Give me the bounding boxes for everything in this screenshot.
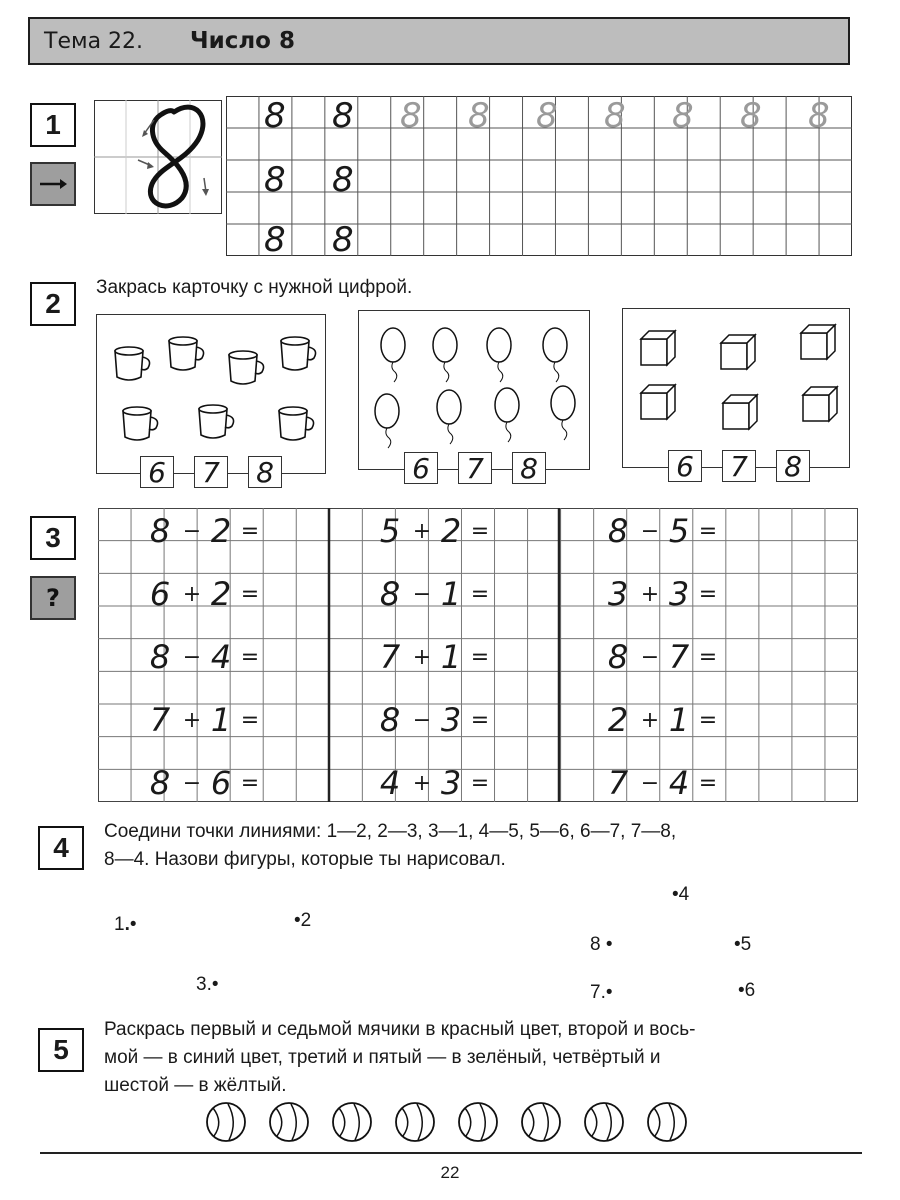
balloon-icon (433, 328, 457, 382)
cube-icon (641, 331, 675, 365)
digit-trace: 8 (264, 220, 286, 260)
operand: 4 (379, 764, 401, 802)
operand: 8 (379, 701, 401, 739)
task-4-instruction (104, 818, 864, 874)
operator: + (412, 770, 432, 796)
equation (370, 638, 492, 676)
page-number: 22 (440, 1163, 460, 1182)
point-label: 3 (196, 974, 207, 995)
equation (140, 575, 262, 613)
operator: + (640, 581, 660, 607)
point-2[interactable]: •2 (294, 910, 312, 931)
point-6[interactable]: •6 (738, 980, 756, 1001)
operand: 8 (149, 512, 171, 550)
point-label: 1 (114, 914, 125, 935)
operand: 8 (607, 512, 629, 550)
balls-row (206, 1100, 706, 1144)
operand: 4 (668, 764, 690, 802)
balloon-icon (543, 328, 567, 382)
operator: + (640, 707, 660, 733)
answer-card-7[interactable]: 7 (194, 456, 228, 488)
equation (598, 575, 720, 613)
cup-icon (279, 407, 314, 440)
right-arrow-icon (30, 162, 76, 206)
cups-answer-cards (140, 456, 282, 488)
equation (140, 701, 262, 739)
ball-icon[interactable] (270, 1103, 308, 1141)
equation (370, 701, 492, 739)
operand: 1 (668, 701, 690, 739)
answer-card-6[interactable]: 6 (404, 452, 438, 484)
operand: 3 (607, 575, 629, 613)
topic-header (28, 17, 850, 65)
equation (370, 575, 492, 613)
operand: 8 (149, 638, 171, 676)
digit-trace: 8 (332, 96, 354, 136)
cubes-answer-cards (668, 450, 810, 482)
equals-sign: = (240, 770, 260, 796)
point-8[interactable]: 8 • (590, 934, 613, 955)
cube-icon (721, 335, 755, 369)
digit-trace: 8 (604, 96, 626, 136)
topic-number: Тема 22. (44, 29, 144, 54)
operator: − (182, 770, 202, 796)
cups-card (96, 314, 326, 474)
answer-card-8[interactable]: 8 (776, 450, 810, 482)
operator: + (412, 518, 432, 544)
ball-icon[interactable] (333, 1103, 371, 1141)
answer-card-6[interactable]: 6 (140, 456, 174, 488)
ball-icon[interactable] (585, 1103, 623, 1141)
equals-sign: = (240, 644, 260, 670)
task-5-instruction-line-1: Раскрась первый и седьмой мячики в красный цвет, второй и вось- (104, 1019, 696, 1040)
question-icon: ? (30, 576, 76, 620)
operand: 5 (668, 512, 690, 550)
operator: + (182, 581, 202, 607)
equation (140, 764, 262, 802)
task-2-instruction: Закрась карточку с нужной цифрой. (96, 277, 413, 298)
answer-card-8[interactable]: 8 (512, 452, 546, 484)
point-7[interactable]: 7.• (590, 982, 613, 1003)
operand: 2 (210, 512, 232, 550)
digit-trace: 8 (332, 220, 354, 260)
balloons-answer-cards (404, 452, 546, 484)
equals-sign: = (240, 518, 260, 544)
equals-sign: = (698, 770, 718, 796)
equals-sign: = (470, 707, 490, 733)
equation (370, 512, 492, 550)
operand: 1 (210, 701, 232, 739)
answer-card-8[interactable]: 8 (248, 456, 282, 488)
balloon-icon (495, 388, 519, 442)
operand: 2 (607, 701, 629, 739)
cube-icon (723, 395, 757, 429)
operand: 8 (379, 575, 401, 613)
digit-sample-box (94, 100, 222, 214)
digit-trace: 8 (468, 96, 490, 136)
point-label: 2 (300, 910, 312, 931)
operand: 7 (149, 701, 171, 739)
equation (370, 764, 492, 802)
operator: − (412, 581, 432, 607)
operand: 7 (379, 638, 401, 676)
answer-card-7[interactable]: 7 (722, 450, 756, 482)
equation (598, 764, 720, 802)
ball-icon[interactable] (459, 1103, 497, 1141)
operator: − (640, 518, 660, 544)
point-label: 6 (744, 980, 756, 1001)
task-4-instruction-line-1: Соедини точки линиями: 1—2, 2—3, 3—1, 4—5, 5—6, 6—7, 7—8, (104, 821, 677, 842)
ball-icon[interactable] (396, 1103, 434, 1141)
cup-icon (115, 347, 150, 380)
equation (598, 638, 720, 676)
answer-card-6[interactable]: 6 (668, 450, 702, 482)
task-1-row-1 (264, 96, 876, 136)
cubes-card (622, 308, 850, 468)
topic-title: Число 8 (190, 28, 295, 54)
digit-trace: 8 (332, 160, 354, 200)
operand: 5 (379, 512, 401, 550)
operand: 3 (440, 701, 462, 739)
point-4[interactable]: •4 (672, 884, 690, 905)
operator: − (640, 770, 660, 796)
footer-divider (40, 1152, 862, 1154)
operand: 7 (607, 764, 629, 802)
cup-icon (229, 351, 264, 384)
equals-sign: = (470, 581, 490, 607)
point-label: 5 (740, 934, 752, 955)
cup-icon (123, 407, 158, 440)
digit-trace: 8 (808, 96, 830, 136)
answer-card-7[interactable]: 7 (458, 452, 492, 484)
equals-sign: = (470, 644, 490, 670)
equation (140, 638, 262, 676)
cube-icon (801, 325, 835, 359)
point-label: 4 (678, 884, 690, 905)
cup-icon (281, 337, 316, 370)
ball-icon[interactable] (207, 1103, 245, 1141)
digit-trace: 8 (264, 160, 286, 200)
cube-icon (803, 387, 837, 421)
equals-sign: = (470, 770, 490, 796)
task-4-instruction-line-2: 8—4. Назови фигуры, которые ты нарисовал. (104, 849, 506, 870)
task-2-number: 2 (30, 282, 76, 326)
equals-sign: = (698, 644, 718, 670)
balloon-icon (375, 394, 399, 448)
operand: 2 (440, 512, 462, 550)
ball-icon[interactable] (522, 1103, 560, 1141)
operand: 7 (668, 638, 690, 676)
task-5-instruction-line-2: мой — в синий цвет, третий и пятый — в зелёный, четвёртый и (104, 1047, 661, 1068)
operand: 1 (440, 638, 462, 676)
operand: 6 (149, 575, 171, 613)
point-label: 7 (590, 982, 601, 1003)
task-1-row-2 (264, 160, 400, 200)
equals-sign: = (698, 581, 718, 607)
task-5-instruction (104, 1016, 864, 1100)
operand: 4 (210, 638, 232, 676)
operand: 3 (440, 764, 462, 802)
operator: − (412, 707, 432, 733)
equals-sign: = (470, 518, 490, 544)
digit-trace: 8 (400, 96, 422, 136)
point-3[interactable]: 3.• (196, 974, 219, 995)
cube-icon (641, 385, 675, 419)
balloon-icon (487, 328, 511, 382)
digit-trace: 8 (264, 96, 286, 136)
operand: 3 (668, 575, 690, 613)
equals-sign: = (698, 707, 718, 733)
task-1-number: 1 (30, 103, 76, 147)
operator: + (182, 707, 202, 733)
operand: 8 (607, 638, 629, 676)
operator: − (182, 644, 202, 670)
equals-sign: = (240, 581, 260, 607)
equation (598, 512, 720, 550)
operand: 6 (210, 764, 232, 802)
operand: 8 (149, 764, 171, 802)
point-label: 8 (590, 934, 601, 955)
balloons-card (358, 310, 590, 470)
operator: + (412, 644, 432, 670)
ball-icon[interactable] (648, 1103, 686, 1141)
point-1[interactable]: 1.• (114, 914, 137, 935)
task-1-row-3 (264, 220, 400, 260)
operator: − (182, 518, 202, 544)
task-3-number: 3 (30, 516, 76, 560)
equation (140, 512, 262, 550)
balloon-icon (437, 390, 461, 444)
digit-trace: 8 (536, 96, 558, 136)
digit-eight-sample (94, 100, 222, 214)
operand: 2 (210, 575, 232, 613)
cup-icon (199, 405, 234, 438)
task-4-number: 4 (38, 826, 84, 870)
equals-sign: = (698, 518, 718, 544)
balloon-icon (551, 386, 575, 440)
equation (598, 701, 720, 739)
operator: − (640, 644, 660, 670)
digit-trace: 8 (672, 96, 694, 136)
point-5[interactable]: •5 (734, 934, 752, 955)
cup-icon (169, 337, 204, 370)
digit-trace: 8 (740, 96, 762, 136)
equals-sign: = (240, 707, 260, 733)
balloon-icon (381, 328, 405, 382)
task-5-number: 5 (38, 1028, 84, 1072)
task-5-instruction-line-3: шестой — в жёлтый. (104, 1075, 287, 1096)
operand: 1 (440, 575, 462, 613)
